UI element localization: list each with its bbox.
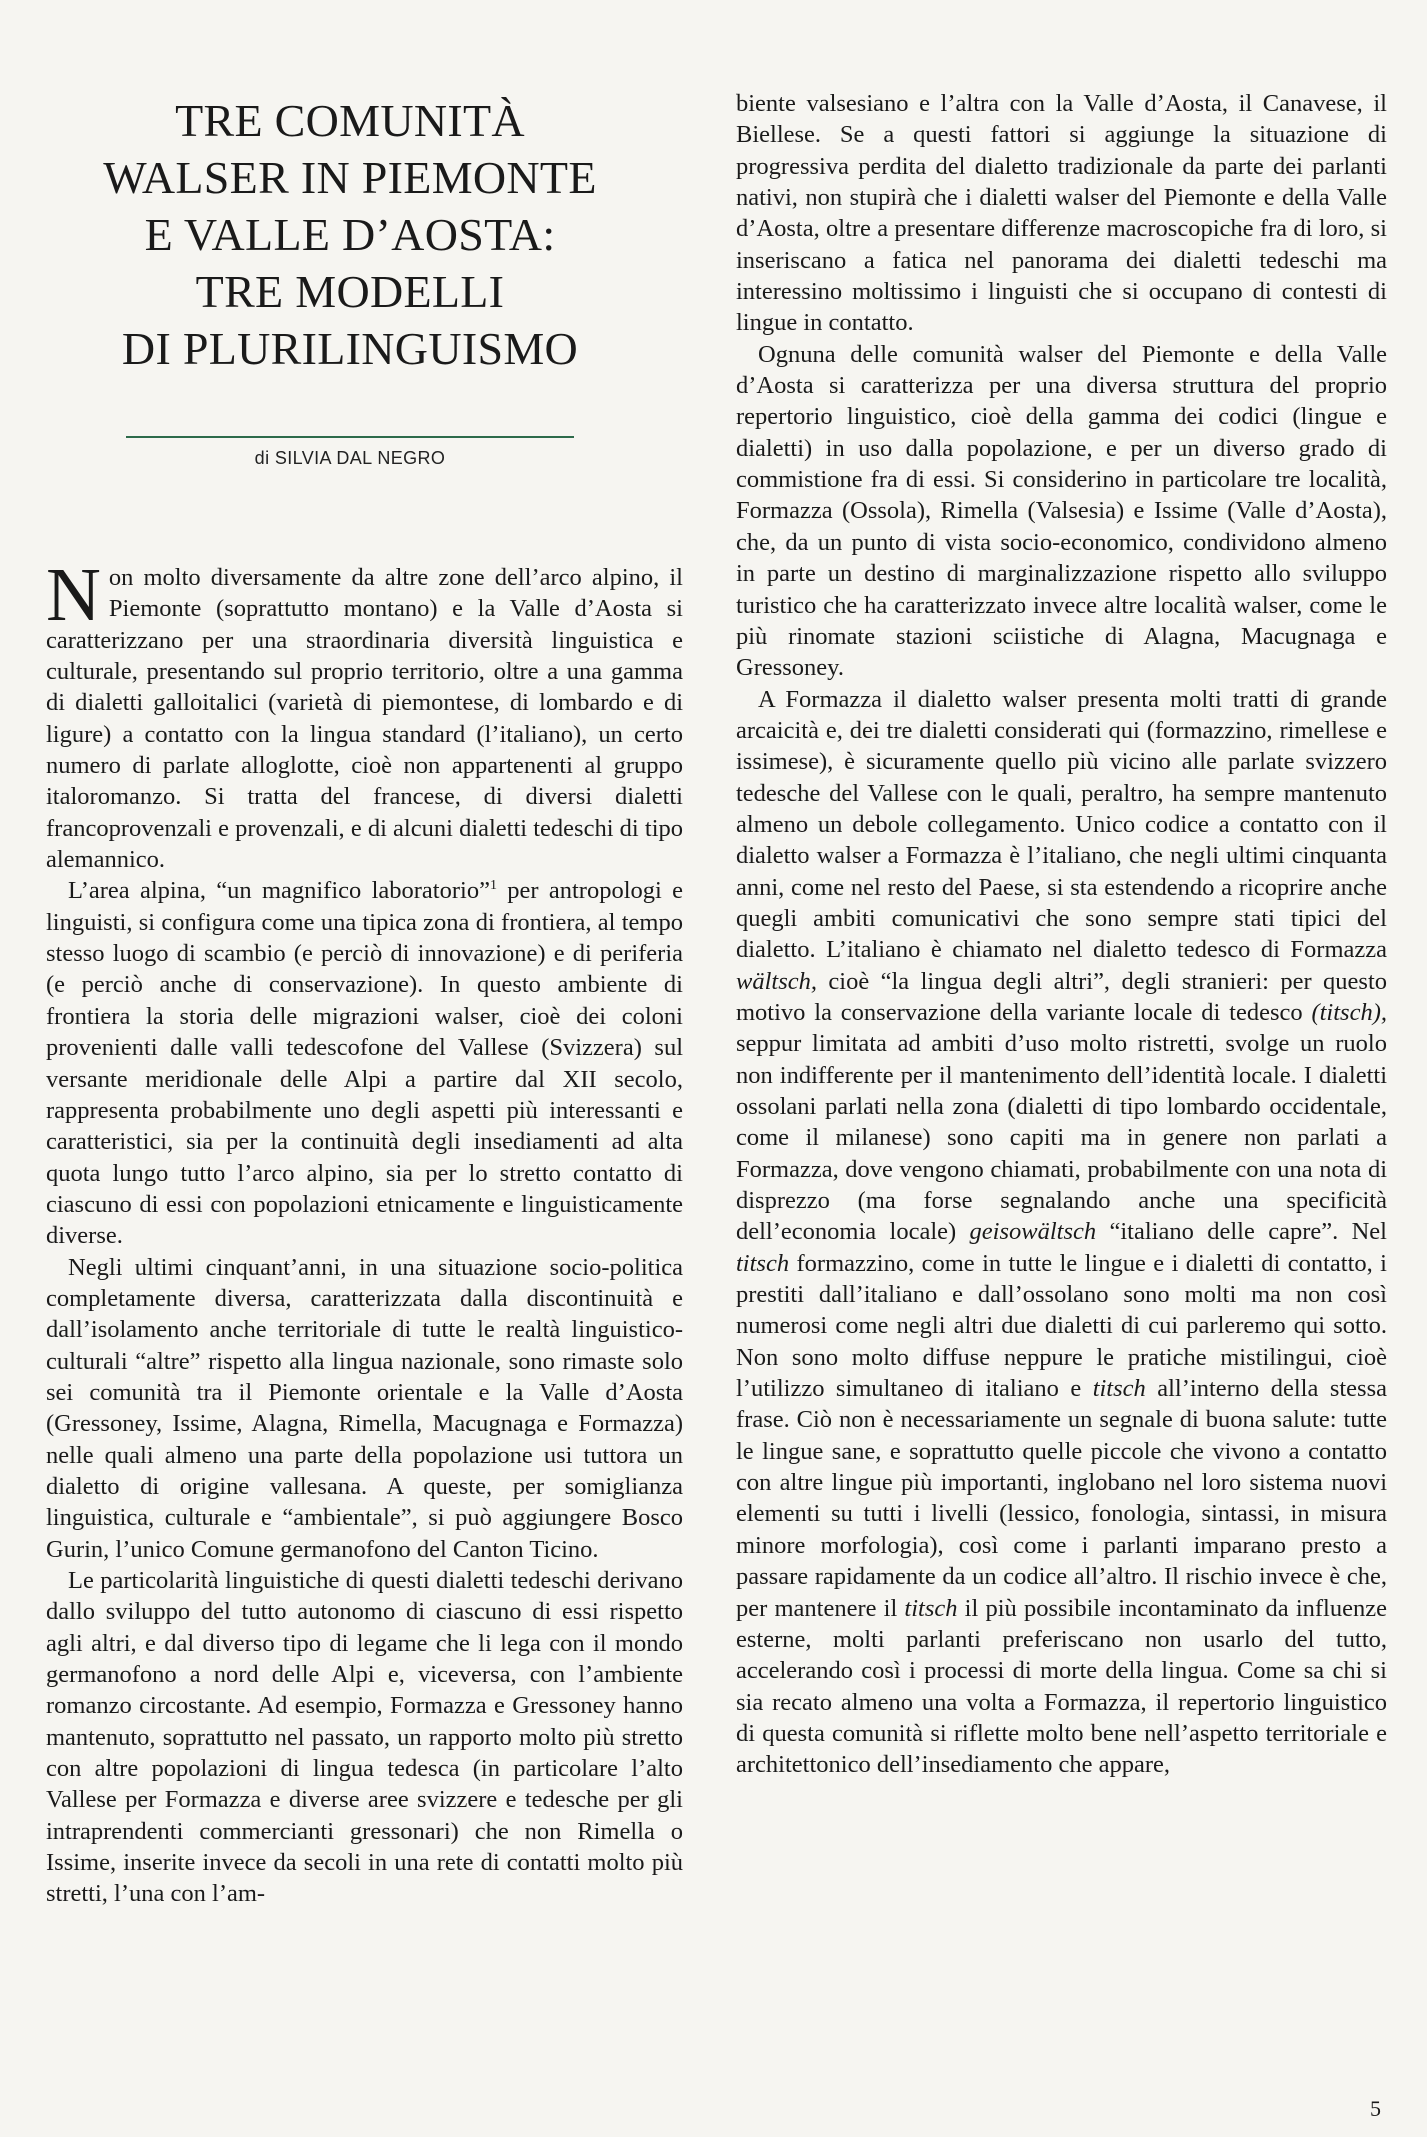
paragraph-text: on molto diversamente da altre zone dell’arco alpino, il Piemonte (soprattutto montano) e la Valle d’Aosta si caratterizzano per una straordinaria diversità linguistica e culturale, presentando sul proprio territorio, oltre a una gamma di dialetti galloitalici (varietà di piemontese, di lombardo e di ligure) a contatto con la lingua standard (l’italiano), un certo numero di parlate alloglotte, cioè non appartenenti al gruppo italoromanzo. Si tratta del francese, di diversi dialetti francoprovenzali e provenzali, e di alcuni dialetti tedeschi di tipo alemannico. — [46, 564, 683, 874]
right-column — [736, 88, 1387, 1781]
paragraph-text: A Formazza il dialetto walser presenta molti tratti di grande arcaicità e, dei tre dialetti considerati qui (formazzino, rimellese e issimese), è sicuramente quello più vicino alle parlate svizzero tedesche del Vallese con le quali, peraltro, ha sempre mantenuto almeno un debole collegamento. Unico codice a contatto con il dialetto walser a Formazza è l’italiano, che negli ultimi cinquanta anni, come nel resto del Paese, si sta estendendo a ricoprire anche quegli ambiti comunicativi che sono sempre stati tipici del dialetto. L’italiano è chiamato nel dialetto tedesco di Formazza — [736, 685, 1387, 964]
page-number: 5 — [1370, 2096, 1381, 2121]
paragraph — [46, 553, 683, 875]
paragraph: biente valsesiano e l’altra con la Valle d’Aosta, il Canavese, il Biellese. Se a questi fattori si aggiunge la situazione di progressiva perdita del dialetto tradizionale da parte dei parlanti nativi, non stupirà che i dialetti walser del Piemonte e della Valle d’Aosta, oltre a presentare differenze macroscopiche fra di loro, si inseriscano a fatica nel panorama dei dialetti tedeschi ma interessino moltissimo i linguisti che si occupano di contesti di lingue in contatto. — [736, 90, 1387, 337]
article-title — [64, 92, 636, 377]
paragraph-text: L’area alpina, “un magnifico laboratorio” — [68, 877, 490, 905]
paragraph-text: cioè “la lingua degli altri”, degli stranieri: per questo motivo la conservazione della variante locale di tedesco — [736, 967, 1387, 1026]
title-line: TRE COMUNITÀ — [175, 95, 525, 146]
italic-term: geisowältsch — [969, 1218, 1097, 1246]
title-line: WALSER IN PIEMONTE — [103, 152, 597, 203]
italic-term: (titsch), — [1311, 998, 1387, 1026]
paragraph-text: il più possibile incontaminato da influenze esterne, molti parlanti preferiscano non usarlo del tutto, accelerando così i processi di morte della lingua. Come sa chi si sia recato almeno una volta a Formazza, il repertorio linguistico di questa comunità si riflette molto bene nell’aspetto territoriale e architettonico dell’insediamento che appare, — [736, 1594, 1387, 1779]
paragraph-text: seppur limitata ad ambiti d’uso molto ristretti, svolge un ruolo non indifferente per il mantenimento dell’identità locale. I dialetti ossolani parlati nella zona (dialetti di tipo lombardo occidentale, come il milanese) sono capiti ma in genere non parlati a Formazza, dove vengono chiamati, probabilmente con una nota di disprezzo (ma forse segnalando anche una specificità dell’economia locale) — [736, 1030, 1387, 1246]
italic-term: wältsch, — [736, 967, 817, 995]
italic-term: titsch — [736, 1249, 790, 1277]
paragraph-text: “italiano delle capre”. Nel — [1096, 1218, 1387, 1246]
drop-cap: N — [46, 553, 101, 637]
left-column — [46, 553, 683, 1910]
paragraph: Negli ultimi cinquant’anni, in una situazione socio-politica completamente diversa, caratterizzata dalla discontinuità e dall’isolamento anche territoriale di tutte le realtà linguistico-culturali “altre” rispetto alla lingua nazionale, sono rimaste solo sei comunità tra il Piemonte orientale e la Valle d’Aosta (Gressoney, Issime, Alagna, Rimella, Macugnaga e Formazza) nelle quali almeno una parte della popolazione usi tuttora un dialetto di origine vallesana. A queste, per somiglianza linguistica, culturale e “ambientale”, si può aggiungere Bosco Gurin, l’unico Comune germanofono del Canton Ticino. — [46, 1253, 683, 1563]
paragraph-text: formazzino, come in tutte le lingue e i dialetti di contatto, i prestiti dall’italiano e dall’ossolano sono molti ma non così numerosi come negli altri due dialetti di cui parleremo qui sotto. Non sono molto diffuse neppure le pratiche mistilingui, cioè l’utilizzo simultaneo di italiano e — [736, 1249, 1387, 1403]
italic-term: titsch — [1092, 1375, 1146, 1403]
paragraph: Ognuna delle comunità walser del Piemonte e della Valle d’Aosta si caratterizza per una diversa struttura del proprio repertorio linguistico, cioè della gamma dei codici (lingue e dialetti) in uso dalla popolazione, e per un diverso grado di commistione fra di essi. Si considerino in particolare tre località, Formazza (Ossola), Rimella (Valsesia) e Issime (Valle d’Aosta), che, da un punto di vista socio-economico, condividono almeno in parte un destino di marginalizzazione rispetto allo sviluppo turistico che ha caratterizzato invece altre località walser, come le più rinomate stazioni sciistiche di Alagna, Macugnaga e Gressoney. — [736, 340, 1387, 682]
title-line: E VALLE D’AOSTA: — [144, 209, 556, 260]
paragraph — [736, 684, 1387, 1781]
paragraph — [46, 875, 683, 1251]
footnote-marker: 1 — [489, 878, 497, 894]
paragraph-text: per antropologi e linguisti, si configura come una tipica zona di frontiera, al tempo stesso luogo di scambio (e perciò di innovazione) e di periferia (e perciò anche di conservazione). In questo ambiente di frontiera la storia delle migrazioni walser, cioè dei coloni provenienti dalle valli tedescofone del Vallese (Svizzera) sul versante meridionale delle Alpi a partire dal XII secolo, rappresenta probabilmente uno degli aspetti più interessanti e caratteristici, sia per la continuità degli insediamenti ad alta quota lungo tutto l’arco alpino, sia per lo stretto contatto di ciascuno di essi con popolazioni etnicamente e linguisticamente diverse. — [46, 877, 683, 1250]
title-divider — [126, 436, 574, 438]
title-line: DI PLURILINGUISMO — [121, 323, 579, 374]
paragraph: Le particolarità linguistiche di questi dialetti tedeschi derivano dallo sviluppo del tutto autonomo di ciascuno di essi rispetto agli altri, e dal diverso tipo di legame che li lega con il mondo germanofono a nord delle Alpi e, viceversa, con l’ambiente romanzo circostante. Ad esempio, Formazza e Gressoney hanno mantenuto, soprattutto nel passato, un rapporto molto più stretto con altre popolazioni di lingua tedesca (in particolare l’alto Vallese per Formazza e diverse aree svizzere e tedesche per gli intraprendenti commercianti gressonari) che non Rimella o Issime, inserite invece da secoli in una rete di contatti molto più stretti, l’una con l’am- — [46, 1567, 683, 1908]
paragraph-text: all’interno della stessa frase. Ciò non è necessariamente un segnale di buona salute: tutte le lingue sane, e soprattutto quelle piccole che vivono a contatto con altre lingue più importanti, inglobano nel loro sistema nuovi elementi su tutti i livelli (lessico, fonologia, sintassi, in misura minore morfologia), così come i parlanti imparano presto a passare rapidamente da un codice all’altro. Il rischio invece è che, per mantenere il — [736, 1375, 1387, 1622]
title-line: TRE MODELLI — [195, 266, 505, 317]
author-byline: di SILVIA DAL NEGRO — [254, 448, 446, 468]
italic-term: titsch — [904, 1594, 958, 1622]
